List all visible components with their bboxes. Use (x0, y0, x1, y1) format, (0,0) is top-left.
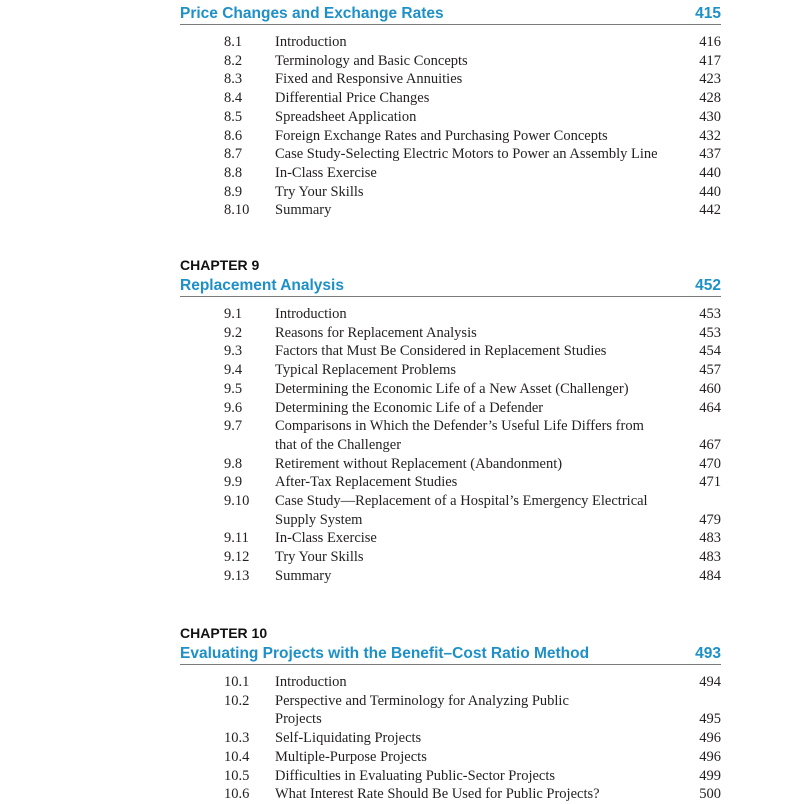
chapter-heading (180, 642, 721, 665)
section-page-number: 500 (699, 786, 721, 803)
section-title-line: Multiple-Purpose Projects (275, 748, 427, 765)
section-number: 9.12 (224, 549, 250, 566)
chapter-heading (180, 274, 721, 297)
section-number: 9.4 (224, 362, 243, 379)
section-title (275, 342, 681, 361)
section-title (275, 548, 681, 567)
section-title (275, 145, 681, 164)
section-page-number: 428 (699, 90, 721, 107)
section-number: 8.1 (224, 34, 243, 50)
section-page-number: 467 (699, 436, 721, 453)
section-number: 9.7 (224, 418, 243, 435)
section-title-line: Factors that Must Be Considered in Replacement Studies (275, 343, 607, 360)
section-page-number: 495 (699, 711, 721, 728)
section-title-line: After-Tax Replacement Studies (275, 474, 458, 491)
section-title (275, 417, 681, 454)
section-number: 10.2 (224, 692, 250, 709)
chapter-label: CHAPTER 10 (180, 625, 268, 641)
chapter-page-number: 415 (695, 5, 721, 22)
section-number: 10.5 (224, 767, 250, 784)
chapter-8-block (180, 0, 721, 220)
section-title-line: What Interest Rate Should Be Used for Public Projects? (275, 786, 600, 803)
section-page-number: 442 (699, 202, 721, 219)
section-title-line: Foreign Exchange Rates and Purchasing Power Concepts (275, 127, 608, 144)
section-page-number: 470 (699, 455, 721, 472)
section-number: 8.8 (224, 164, 243, 181)
section-title-line: Reasons for Replacement Analysis (275, 324, 477, 341)
section-title (275, 33, 681, 52)
toc-entry (180, 164, 721, 183)
section-title (275, 70, 681, 89)
section-title-line: Determining the Economic Life of a Defender (275, 399, 544, 416)
section-list (180, 305, 721, 586)
toc-entry (180, 89, 721, 108)
chapter-label: CHAPTER 9 (180, 257, 260, 273)
section-title-line: Try Your Skills (275, 549, 364, 566)
toc-entry (180, 729, 721, 748)
toc-entry (180, 380, 721, 399)
section-title (275, 785, 681, 804)
section-number: 8.7 (224, 146, 243, 163)
section-title (275, 164, 681, 183)
section-title-line: Projects (275, 711, 322, 728)
section-list (180, 33, 721, 220)
section-number: 9.5 (224, 380, 243, 397)
section-title-line: Determining the Economic Life of a New Asset (Challenger) (275, 380, 629, 397)
section-page-number: 483 (699, 549, 721, 566)
chapter-title: Evaluating Projects with the Benefit–Cost Ratio Method (180, 645, 590, 662)
section-number: 10.6 (224, 786, 250, 803)
section-title (275, 399, 681, 418)
section-title-line: Case Study-Selecting Electric Motors to Power an Assembly Line (275, 146, 658, 163)
section-page-number: 483 (699, 530, 721, 547)
section-title (275, 767, 681, 786)
section-page-number: 437 (699, 146, 721, 163)
section-title-line: that of the Challenger (275, 436, 402, 453)
section-title (275, 380, 681, 399)
section-title-line: Case Study—Replacement of a Hospital’s Emergency Electrical (275, 493, 648, 510)
toc-entry (180, 201, 721, 220)
section-title (275, 692, 681, 729)
section-list (180, 673, 721, 804)
toc-entry (180, 548, 721, 567)
section-number: 9.1 (224, 306, 243, 322)
section-title (275, 183, 681, 202)
toc-entry (180, 567, 721, 586)
toc-entry (180, 417, 721, 454)
section-title-line: Comparisons in Which the Defender’s Useful Life Differs from (275, 418, 644, 435)
section-page-number: 460 (699, 380, 721, 397)
section-title (275, 455, 681, 474)
section-page-number: 484 (699, 567, 721, 584)
section-title-line: In-Class Exercise (275, 530, 377, 547)
section-title-line: Try Your Skills (275, 183, 364, 200)
section-title-line: Spreadsheet Application (275, 108, 417, 125)
section-title (275, 361, 681, 380)
section-page-number: 416 (699, 34, 721, 50)
section-page-number: 440 (699, 164, 721, 181)
toc-entry (180, 33, 721, 52)
section-number: 9.11 (224, 530, 249, 547)
chapter-title: Replacement Analysis (180, 277, 344, 294)
toc-entry (180, 108, 721, 127)
section-number: 8.4 (224, 90, 243, 107)
section-page-number: 479 (699, 511, 721, 528)
section-number: 8.9 (224, 183, 243, 200)
toc-entry (180, 673, 721, 692)
toc-entry (180, 342, 721, 361)
section-number: 9.2 (224, 324, 243, 341)
section-title (275, 492, 681, 529)
toc-entry (180, 785, 721, 804)
section-title-line: Introduction (275, 34, 347, 50)
toc-entry (180, 183, 721, 202)
section-page-number: 417 (699, 52, 721, 69)
section-title (275, 529, 681, 548)
section-title (275, 52, 681, 71)
section-title-line: Difficulties in Evaluating Public-Sector Projects (275, 767, 556, 784)
section-number: 8.3 (224, 71, 243, 88)
section-page-number: 453 (699, 324, 721, 341)
section-title (275, 729, 681, 748)
section-title (275, 324, 681, 343)
section-title (275, 673, 681, 692)
section-title (275, 305, 681, 324)
section-title-line: Introduction (275, 306, 347, 322)
section-number: 9.8 (224, 455, 243, 472)
toc-entry (180, 145, 721, 164)
section-number: 10.1 (224, 674, 250, 690)
section-number: 8.6 (224, 127, 243, 144)
section-number: 9.10 (224, 493, 250, 510)
section-title-line: Typical Replacement Problems (275, 362, 456, 379)
section-page-number: 454 (699, 343, 721, 360)
section-title-line: Summary (275, 567, 332, 584)
section-page-number: 471 (699, 474, 721, 491)
section-number: 8.5 (224, 108, 243, 125)
section-title-line: Summary (275, 202, 332, 219)
section-title-line: Perspective and Terminology for Analyzing Public (275, 692, 569, 709)
section-page-number: 430 (699, 108, 721, 125)
section-number: 9.3 (224, 343, 243, 360)
section-number: 10.4 (224, 748, 250, 765)
section-title (275, 89, 681, 108)
chapter-9-block (180, 256, 721, 586)
section-page-number: 499 (699, 767, 721, 784)
section-title (275, 473, 681, 492)
toc-entry (180, 399, 721, 418)
section-number: 9.13 (224, 567, 250, 584)
toc-entry (180, 52, 721, 71)
toc-entry (180, 70, 721, 89)
section-number: 8.10 (224, 202, 250, 219)
section-title-line: In-Class Exercise (275, 164, 377, 181)
section-page-number: 464 (699, 399, 721, 416)
section-title-line: Supply System (275, 511, 363, 528)
section-number: 8.2 (224, 52, 243, 69)
section-title-line: Self-Liquidating Projects (275, 730, 422, 747)
chapter-page-number: 493 (695, 645, 721, 662)
section-page-number: 423 (699, 71, 721, 88)
toc-entry (180, 492, 721, 529)
toc-entry (180, 748, 721, 767)
section-title-line: Introduction (275, 674, 347, 690)
section-number: 10.3 (224, 730, 250, 747)
chapter-title: Price Changes and Exchange Rates (180, 5, 444, 22)
section-page-number: 496 (699, 748, 721, 765)
toc-entry (180, 324, 721, 343)
section-number: 9.6 (224, 399, 243, 416)
section-number: 9.9 (224, 474, 243, 491)
section-page-number: 453 (699, 306, 721, 322)
section-page-number: 496 (699, 730, 721, 747)
section-page-number: 440 (699, 183, 721, 200)
toc-entry (180, 361, 721, 380)
chapter-heading (180, 2, 721, 25)
section-title (275, 127, 681, 146)
section-page-number: 494 (699, 674, 721, 690)
toc-entry (180, 529, 721, 548)
section-title (275, 567, 681, 586)
section-title (275, 108, 681, 127)
section-title-line: Terminology and Basic Concepts (275, 52, 468, 69)
chapter-10-block (180, 624, 721, 804)
section-title-line: Differential Price Changes (275, 90, 430, 107)
section-title-line: Fixed and Responsive Annuities (275, 71, 463, 88)
chapter-page-number: 452 (695, 277, 721, 294)
toc-entry (180, 692, 721, 729)
section-page-number: 432 (699, 127, 721, 144)
toc-entry (180, 767, 721, 786)
toc-entry (180, 305, 721, 324)
section-title (275, 748, 681, 767)
section-page-number: 457 (699, 362, 721, 379)
toc-entry (180, 473, 721, 492)
section-title (275, 201, 681, 220)
toc-entry (180, 455, 721, 474)
toc-entry (180, 127, 721, 146)
section-title-line: Retirement without Replacement (Abandonment) (275, 455, 563, 472)
